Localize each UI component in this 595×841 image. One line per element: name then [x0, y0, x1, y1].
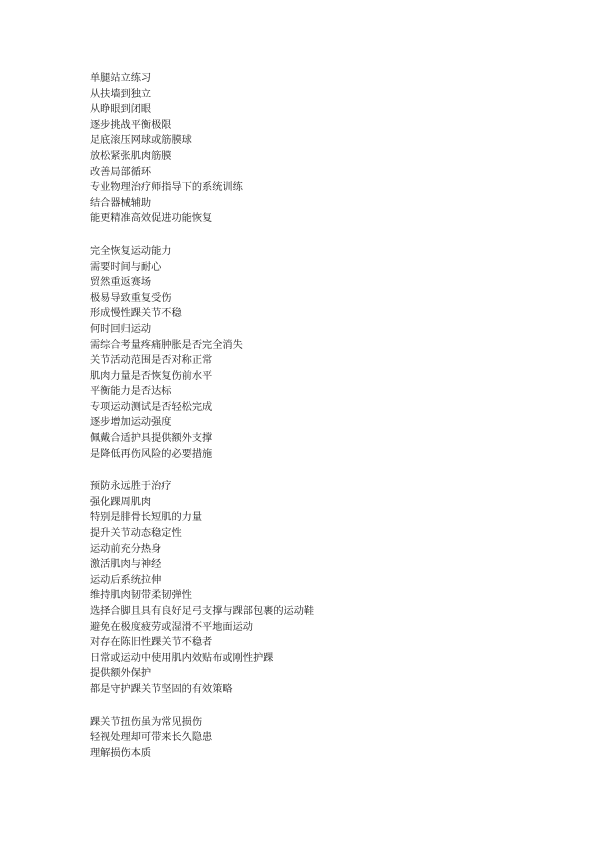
text-line: 从睁眼到闭眼 — [90, 104, 152, 116]
text-line: 逐步增加运动强度 — [90, 417, 172, 429]
text-line: 改善局部循环 — [90, 166, 152, 178]
text-line: 逐步挑战平衡极限 — [90, 119, 172, 131]
text-line: 理解损伤本质 — [90, 747, 152, 759]
text-line: 维持肌肉韧带柔韧弹性 — [90, 590, 192, 602]
text-line: 特别是腓骨长短肌的力量 — [90, 512, 203, 524]
text-line: 都是守护踝关节坚固的有效策略 — [90, 683, 233, 695]
text-line: 预防永远胜于治疗 — [90, 481, 172, 493]
text-line: 需综合考量疼痛肿胀是否完全消失 — [90, 339, 243, 351]
paragraph — [90, 715, 550, 762]
text-line: 从扶墙到独立 — [90, 88, 152, 100]
text-line: 专项运动测试是否轻松完成 — [90, 401, 213, 413]
text-line: 关节活动范围是否对称正常 — [90, 355, 213, 367]
text-line: 专业物理治疗师指导下的系统训练 — [90, 182, 243, 194]
text-line: 肌肉力量是否恢复伤前水平 — [90, 370, 213, 382]
text-line: 极易导致重复受伤 — [90, 292, 172, 304]
text-line: 避免在极度疲劳或湿滑不平地面运动 — [90, 621, 253, 633]
text-line: 提升关节动态稳定性 — [90, 528, 182, 540]
paragraph — [90, 244, 550, 462]
text-line: 完全恢复运动能力 — [90, 245, 172, 257]
text-line: 踝关节扭伤虽为常见损伤 — [90, 716, 203, 728]
text-line: 贸然重返赛场 — [90, 277, 152, 289]
text-line: 对存在陈旧性踝关节不稳者 — [90, 637, 213, 649]
text-line: 运动后系统拉伸 — [90, 574, 162, 586]
text-line: 放松紧张肌肉筋膜 — [90, 150, 172, 162]
document-body — [90, 71, 550, 778]
text-line: 平衡能力是否达标 — [90, 386, 172, 398]
text-line: 形成慢性踝关节不稳 — [90, 308, 182, 320]
text-line: 单腿站立练习 — [90, 73, 152, 84]
text-line: 选择合脚且具有良好足弓支撑与踝部包裹的运动鞋 — [90, 606, 315, 617]
text-line: 运动前充分热身 — [90, 543, 162, 555]
text-line: 日常或运动中使用肌内效贴布或刚性护踝 — [90, 652, 274, 664]
text-line: 提供额外保护 — [90, 668, 152, 680]
text-line: 足底滚压网球或筋膜球 — [90, 135, 192, 147]
text-line: 需要时间与耐心 — [90, 261, 162, 273]
text-line: 是降低再伤风险的必要措施 — [90, 448, 213, 460]
paragraph — [90, 479, 550, 697]
text-line: 轻视处理却可带来长久隐患 — [90, 732, 213, 744]
text-line: 结合器械辅助 — [90, 197, 152, 209]
text-line: 激活肌肉与神经 — [90, 559, 162, 571]
text-line: 能更精准高效促进功能恢复 — [90, 213, 213, 225]
paragraph — [90, 71, 550, 227]
text-line: 何时回归运动 — [90, 323, 152, 335]
text-line: 强化踝周肌肉 — [90, 496, 152, 508]
text-line: 佩戴合适护具提供额外支撑 — [90, 433, 213, 445]
